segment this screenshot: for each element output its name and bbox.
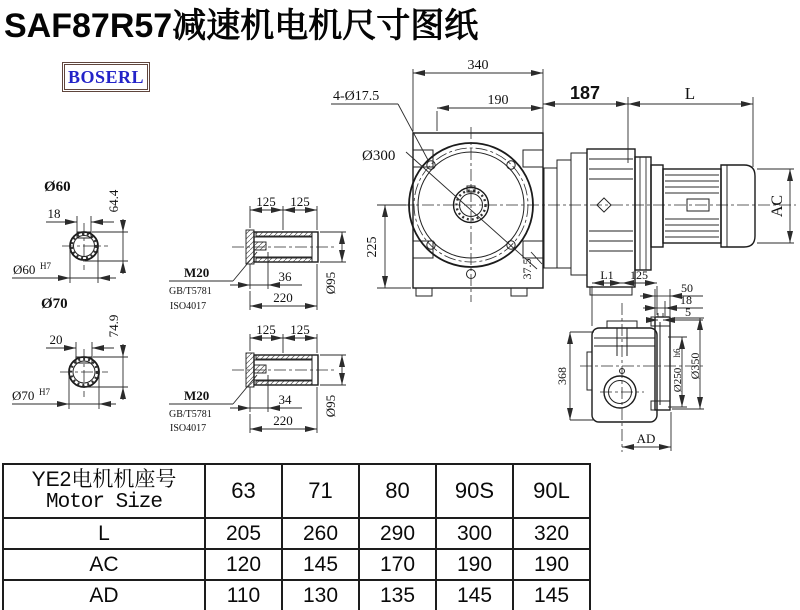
ad-label: AD xyxy=(636,431,656,446)
side-view xyxy=(543,83,794,295)
l1-label: L1 xyxy=(600,268,614,282)
dim-L xyxy=(628,84,753,167)
spigot-label: Ø250 xyxy=(672,367,684,393)
shaft60-depth-label: 64.4 xyxy=(106,189,121,213)
table-header-cell xyxy=(3,464,205,518)
gear-housing xyxy=(587,149,635,287)
dim-50 xyxy=(640,281,703,316)
table-cell: 135 xyxy=(359,580,436,610)
chamfer-label: 37.5 xyxy=(520,258,534,280)
motor-size-label-cn: YE2电机机座号 xyxy=(31,467,177,491)
shaft70-title: Ø70 xyxy=(41,296,68,312)
shaft-b-boltlen-label: 34 xyxy=(278,392,292,407)
shaft-a-seg2-label: 125 xyxy=(290,194,310,209)
flange-dia-leader xyxy=(406,152,537,269)
motor-flange xyxy=(651,165,663,247)
dim-od-b xyxy=(320,355,346,417)
dim-L1 xyxy=(592,268,622,326)
bolt-hole xyxy=(507,161,515,169)
front-view xyxy=(331,58,543,302)
foot-left xyxy=(416,288,432,296)
shaft-a-od-label: Ø95 xyxy=(323,271,338,295)
bolt-hole xyxy=(427,161,435,169)
shaft-section-60 xyxy=(12,179,128,283)
shaft-b-bolt xyxy=(254,365,266,373)
dim-190 xyxy=(437,93,543,131)
motor-size-label-en: Motor Size xyxy=(45,491,163,514)
table-header-row xyxy=(3,464,590,518)
dim-125-b xyxy=(250,322,317,353)
motor-dia-label: AC xyxy=(769,194,786,218)
table-cell: 320 xyxy=(513,518,590,549)
table-row-AC xyxy=(3,549,590,580)
table-cell: 300 xyxy=(436,518,513,549)
shaft-b-total-label: 220 xyxy=(273,413,293,428)
table-cell: 130 xyxy=(282,580,359,610)
table-row-AD xyxy=(3,580,590,610)
table-cell: 205 xyxy=(205,518,282,549)
flange-350-label: Ø350 xyxy=(688,352,702,380)
output-view xyxy=(555,268,705,452)
row-label: AD xyxy=(3,580,205,610)
shaft70-keywidth-label: 20 xyxy=(49,332,63,347)
shaft60-title: Ø60 xyxy=(44,179,71,195)
page-title: SAF87R57减速机电机尺寸图纸 xyxy=(4,7,479,45)
hollow-shaft-detail-b xyxy=(169,322,346,434)
shaft-a-std-gb: GB/T5781 xyxy=(169,286,212,297)
shaft-a-thread-label: M20 xyxy=(184,265,210,280)
dim-125-a xyxy=(250,194,317,230)
gear-length-label: 187 xyxy=(569,83,601,103)
flange-dia-label: Ø300 xyxy=(362,148,396,164)
row-label: L xyxy=(3,518,205,549)
brand-logo-text: BOSERL xyxy=(67,66,145,87)
bolt-hole xyxy=(427,241,435,249)
shaft-a-total-label: 220 xyxy=(273,290,293,305)
shaft-b-std-iso: ISO4017 xyxy=(170,423,207,434)
dim-flange-350 xyxy=(672,318,704,409)
shaft-section-70 xyxy=(12,296,128,409)
thread-callout-b xyxy=(169,375,257,434)
motor-length-label: L xyxy=(684,84,696,103)
size-63: 63 xyxy=(205,464,282,518)
table-cell: 290 xyxy=(359,518,436,549)
shaft60-bore-label: Ø60 xyxy=(13,262,36,277)
table-cell: 145 xyxy=(436,580,513,610)
thread-callout-a xyxy=(169,252,257,312)
d18-label: 18 xyxy=(680,293,692,307)
size-71: 71 xyxy=(282,464,359,518)
shaft60-bore-tol: H7 xyxy=(40,261,51,271)
shaft70-bore-label: Ø70 xyxy=(12,388,35,403)
d5-label: 5 xyxy=(685,305,691,319)
dim-225 xyxy=(365,205,411,288)
table-cell: 190 xyxy=(436,549,513,580)
adapter-flange xyxy=(635,157,651,270)
dim-boltlen-b xyxy=(230,375,302,412)
row-label: AC xyxy=(3,549,205,580)
table-cell: 120 xyxy=(205,549,282,580)
height-368-label: 368 xyxy=(555,367,569,385)
shaft-b-seg1-label: 125 xyxy=(256,322,276,337)
dim-spigot xyxy=(668,337,687,407)
size-90L: 90L xyxy=(513,464,590,518)
size-80: 80 xyxy=(359,464,436,518)
table-cell: 145 xyxy=(513,580,590,610)
overall-width-label: 340 xyxy=(467,58,489,73)
foot-right xyxy=(511,288,527,296)
dim-368 xyxy=(555,332,594,420)
shaft-a-boltlen-label: 36 xyxy=(278,269,292,284)
shaft-b-thread-label: M20 xyxy=(184,388,210,403)
gear-foot xyxy=(590,287,632,295)
dim-AD xyxy=(622,412,671,451)
motor-body xyxy=(663,169,721,243)
shaft-a-seg1-label: 125 xyxy=(256,194,276,209)
dim-187 xyxy=(543,83,628,163)
shaft60-keywidth-label: 18 xyxy=(47,206,61,221)
d50-label: 50 xyxy=(681,281,693,295)
dim-od-a xyxy=(320,232,346,294)
table-cell: 190 xyxy=(513,549,590,580)
dim-bore-70 xyxy=(12,376,116,409)
table-cell: 260 xyxy=(282,518,359,549)
shaft-b-std-gb: GB/T5781 xyxy=(169,409,212,420)
motor-size-table xyxy=(2,463,591,610)
table-cell: 145 xyxy=(282,549,359,580)
table-cell: 110 xyxy=(205,580,282,610)
shaft70-depth-label: 74.9 xyxy=(106,314,121,338)
hollow-shaft-detail-a xyxy=(169,194,346,312)
table-row-L xyxy=(3,518,590,549)
dim-AC xyxy=(757,169,794,243)
table-cell: 170 xyxy=(359,549,436,580)
shaft-a-bolt xyxy=(254,242,266,250)
shaft-b-seg2-label: 125 xyxy=(290,322,310,337)
mount-holes-label: 4-Ø17.5 xyxy=(333,89,380,104)
shaft-a-std-iso: ISO4017 xyxy=(170,301,207,312)
size-90S: 90S xyxy=(436,464,513,518)
center-offset-label: 190 xyxy=(487,93,509,108)
dim-340 xyxy=(413,58,543,133)
spigot-tol-label: h6 xyxy=(672,348,682,358)
d125-label: 125 xyxy=(630,268,648,282)
shaft70-bore-tol: H7 xyxy=(39,387,50,397)
dim-bore-60 xyxy=(12,250,116,283)
shaft-b-od-label: Ø95 xyxy=(323,394,338,418)
center-height-label: 225 xyxy=(365,236,380,258)
motor-end-bell xyxy=(721,165,755,247)
dim-boltlen-a xyxy=(230,252,302,289)
